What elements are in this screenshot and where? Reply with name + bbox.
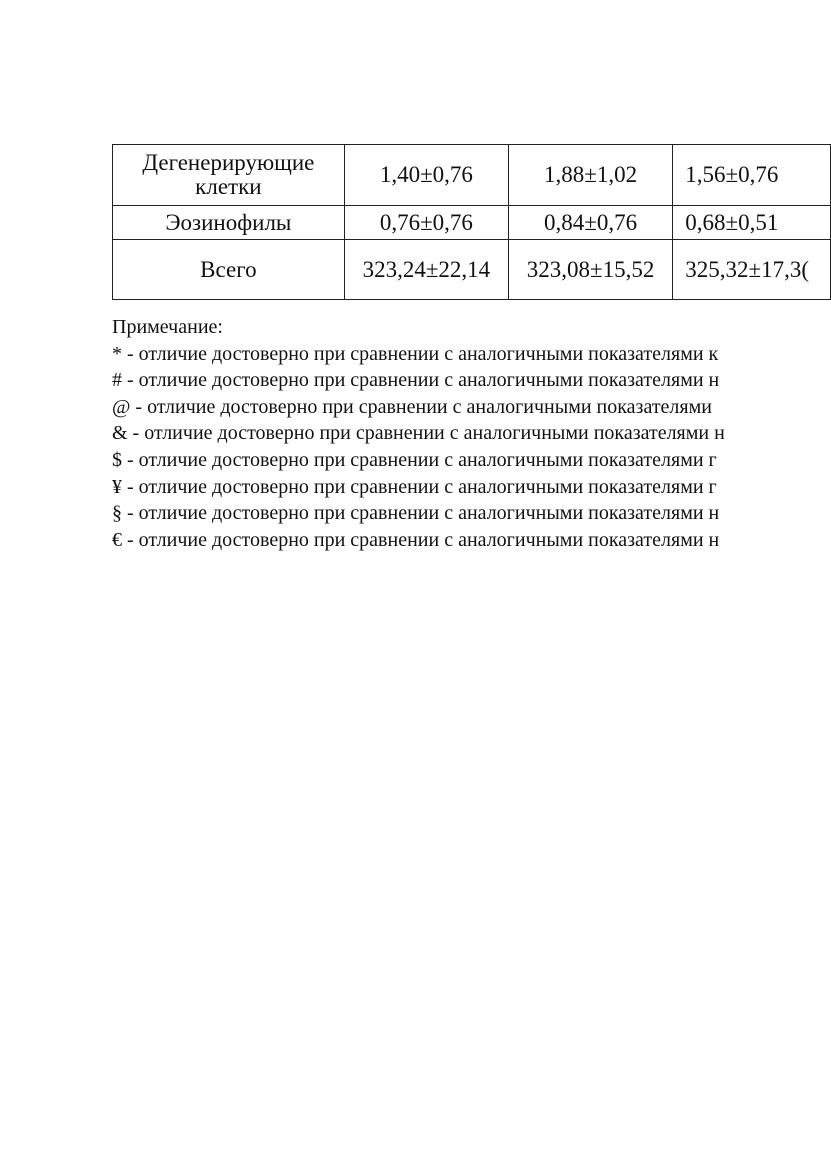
table-row <box>113 206 831 240</box>
data-table <box>112 144 831 300</box>
value-cell: 323,08±15,52 <box>508 240 672 300</box>
value-cell: 0,84±0,76 <box>508 206 672 240</box>
notes-block <box>112 314 831 553</box>
notes-title: Примечание: <box>112 316 223 338</box>
note-line: & - отличие достоверно при сравнении с аналогичными показателями н <box>112 422 725 445</box>
value-cell: 323,24±22,14 <box>344 240 508 300</box>
value-cell: 325,32±17,3( <box>673 240 831 300</box>
value-cell: 1,88±1,02 <box>508 145 672 206</box>
note-line: # - отличие достоверно при сравнении с аналогичными показателями н <box>112 369 720 392</box>
value-cell: 0,76±0,76 <box>344 206 508 240</box>
value-cell: 1,40±0,76 <box>344 145 508 206</box>
note-line: @ - отличие достоверно при сравнении с аналогичными показателями <box>112 395 712 418</box>
note-line: ¥ - отличие достоверно при сравнении с аналогичными показателями г <box>112 475 717 498</box>
note-line: $ - отличие достоверно при сравнении с аналогичными показателями г <box>112 448 717 471</box>
row-label-cell: Дегенерирующие клетки <box>113 145 345 206</box>
value-cell: 1,56±0,76 <box>673 145 831 206</box>
row-label-cell: Всего <box>113 240 345 300</box>
note-line: € - отличие достоверно при сравнении с аналогичными показателями н <box>112 528 720 551</box>
value-cell: 0,68±0,51 <box>673 206 831 240</box>
table-row <box>113 240 831 300</box>
note-line: § - отличие достоверно при сравнении с аналогичными показателями н <box>112 502 720 525</box>
table-row <box>113 145 831 206</box>
row-label-cell: Эозинофилы <box>113 206 345 240</box>
note-line: * - отличие достоверно при сравнении с аналогичными показателями к <box>112 342 719 365</box>
